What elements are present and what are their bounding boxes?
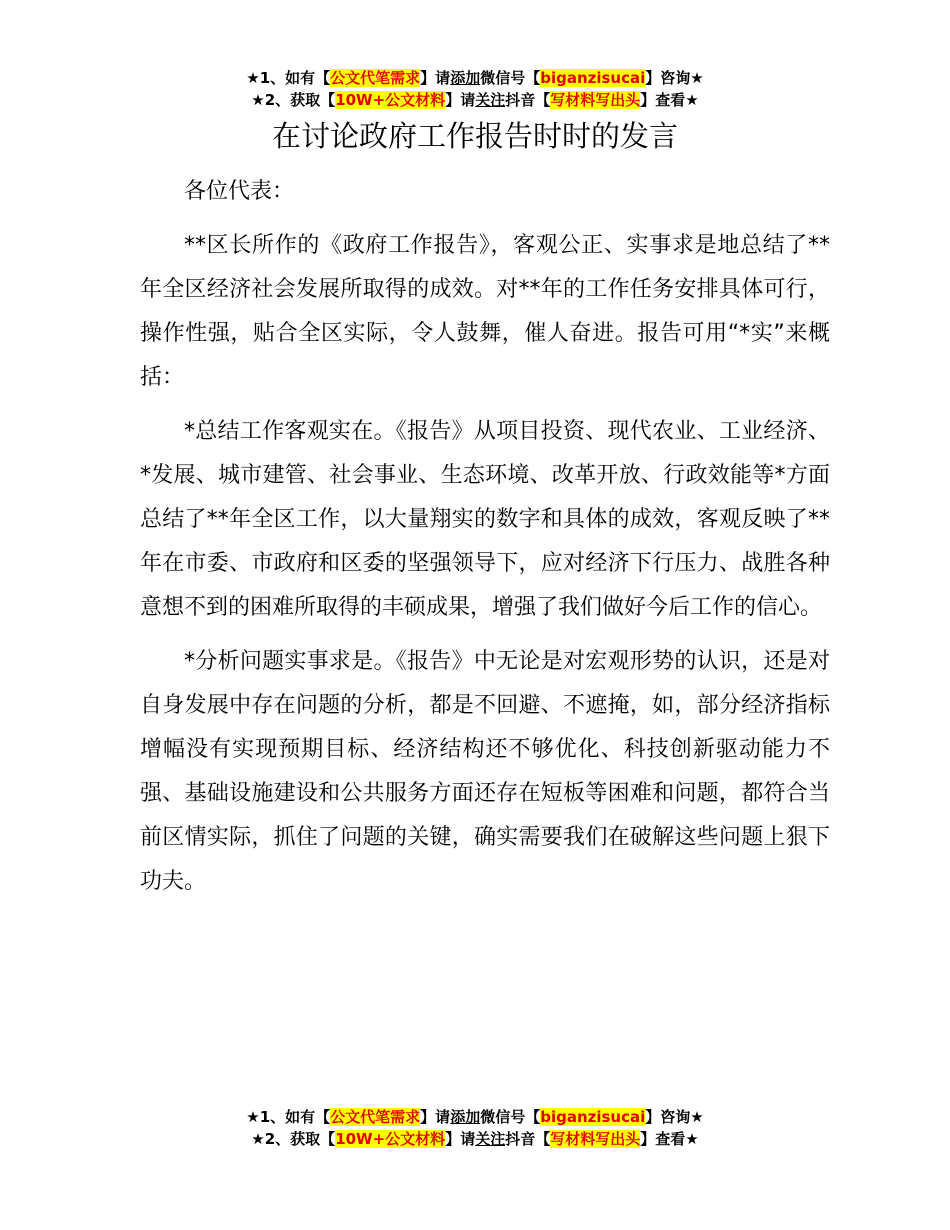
highlight-douyin: 写材料写出头 [550, 91, 641, 109]
highlight-wechat-id: biganzisucai [540, 1108, 646, 1126]
document-body [140, 170, 830, 914]
salutation: 各位代表： [184, 179, 295, 204]
banner-line-1: ★1、如有【公文代笔需求】请添加微信号【biganzisucai】咨询★ [246, 1108, 704, 1126]
highlight-materials: 10W+公文材料 [335, 91, 446, 109]
highlight-douyin: 写材料写出头 [550, 1130, 641, 1148]
banner-line-1: ★1、如有【公文代笔需求】请添加微信号【biganzisucai】咨询★ [246, 69, 704, 87]
highlight-materials: 10W+公文材料 [335, 1130, 446, 1148]
document-title: 在讨论政府工作报告时时的发言 [271, 119, 678, 153]
highlight-wechat-id: biganzisucai [540, 69, 646, 87]
banner-line-2: ★2、获取【10W+公文材料】请关注抖音【写材料写出头】查看★ [251, 1130, 699, 1148]
paragraph: *分析问题实事求是。《报告》中无论是对宏观形势的认识，还是对自身发展中存在问题的分析，都是不回避、不遮掩，如，部分经济指标增幅没有实现预期目标、经济结构还不够优化、科技创新驱动能力不强、基础设施建设和公共服务方面还存在短板等困难和问题，都符合当前区情实际，抓住了问题的关键，确实需要我们在破解这些问题上狠下功夫。 [140, 649, 830, 894]
paragraph: **区长所作的《政府工作报告》，客观公正、实事求是地总结了**年全区经济社会发展所取得的成效。对**年的工作任务安排具体可行，操作性强，贴合全区实际，令人鼓舞，催人奋进。报告可用“*实”来概括： [140, 233, 830, 390]
banner-line-2: ★2、获取【10W+公文材料】请关注抖音【写材料写出头】查看★ [251, 91, 699, 109]
header-banner [0, 67, 950, 111]
highlight-service: 公文代笔需求 [330, 69, 421, 87]
footer-banner [0, 1106, 950, 1150]
highlight-service: 公文代笔需求 [330, 1108, 421, 1126]
paragraph: *总结工作客观实在。《报告》从项目投资、现代农业、工业经济、*发展、城市建管、社会事业、生态环境、改革开放、行政效能等*方面总结了**年全区工作，以大量翔实的数字和具体的成效，客观反映了**年在市委、市政府和区委的坚强领导下，应对经济下行压力、战胜各种意想不到的困难所取得的丰硕成果，增强了我们做好今后工作的信心。 [140, 419, 830, 620]
